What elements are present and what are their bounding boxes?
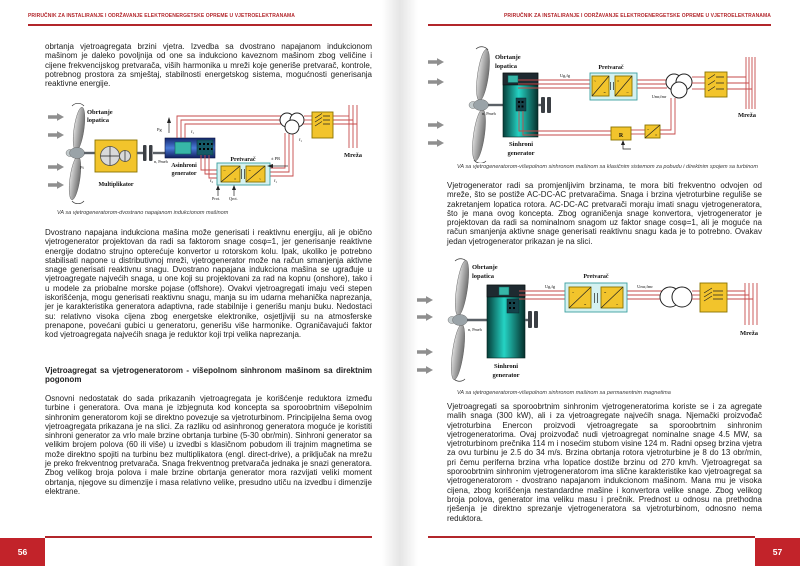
label-blade-rotation-1: Obrtanje — [472, 264, 498, 271]
transformer-icon — [666, 74, 692, 98]
label-converter: Pretvarač — [230, 157, 256, 163]
section-heading: Vjetroagregat sa vjetrogeneratorom - višepolnom sinhronom mašinom sa direktnim pogonom — [45, 366, 372, 385]
label-grid: Mreža — [740, 330, 758, 337]
label-resistor: R — [618, 133, 624, 139]
dc-symbol: = — [234, 176, 237, 182]
figure-caption-sync-excitation: VA sa vjetrogeneratorom-višepolnom sinhronom mašinom sa klasičnim sistemom za pobudu i direktnim spojem sa turbinom — [457, 164, 758, 170]
paragraph-left-2: Dvostrano napajana indukciona mašina može generisati i reaktivnu energiju, ali je obično vjetrogenerator projektovan da radi sa faktorom snage cosφ=1, jer generisanje reaktivne energije dodatno strujno opterećuje konvertor u rotorskom kolu. Ipak, ukoliko je potrebno stabilisati napone u distributivnoj mreži, vjetrogenerator može na račun smanjenja aktivne snage generisati reaktivnu snagu. Dvostrano napajana indukciona mašina se ugrađuje u vjetroagregate najvećih snaga, u one koji su projektovani za rad na kopnu (onshore), tako i u modele za priobalne morske pojase (offshore). Ovakvi vjetroagregati imaju veći stepen iskorišćenja, mogu generisati reaktivnu snagu, manja su im udarna mehanička naprezanja, jer je karakteristika generatora adaptivna, rade stabilnije i generišu manju buku. Nedostaci su: relativno visoka cijena zbog energetske elektronike, osjetljiviji su na atmosferske prenapone, povećani gubici u generatoru, generišu više harmonike. Ograničavajući faktor kod vjetroagregata najvećih snaga je reduktor koji trpi velika naprezanja. — [45, 228, 372, 340]
label-prot: Prot. — [212, 196, 221, 201]
ac-symbol: ~ — [572, 290, 575, 295]
label-umr-fmr: Umr,fmr — [651, 94, 667, 99]
ac-symbol: ~ — [616, 302, 619, 307]
page-number-right: 57 — [755, 538, 800, 566]
label-f2: f₂ — [210, 178, 214, 183]
converter-box-icon — [565, 283, 627, 312]
shaft-coupling-icon — [528, 311, 538, 328]
label-n-pmeh: n, Pmeh — [482, 111, 496, 116]
sync-generator-icon — [503, 73, 538, 137]
shaft-coupling-icon — [541, 97, 551, 113]
turbine-rotor-icon — [66, 103, 87, 203]
running-header-right: PRIRUČNIK ZA INSTALIRANJE I ODRŽAVANJE ELEKTROENERGETSKE OPREME U VJETROELEKTRANAMA — [503, 13, 771, 19]
label-blade-rotation-2: lopatica — [87, 117, 110, 124]
label-generator-2: generator — [507, 150, 535, 157]
paragraph-right-2: Vjetroagregati sa sporoobrtnim sinhronim vjetrogeneratorima koriste se i za agregate malih snaga (300 kW), ali i za vjetroagregate najvećih snaga. Njemački proizvođač vjetroturbina Enercon proizvodi vjetroagregate sa sporoobrtnim sinhronim vjetrogeneratorima. Ovaj proizvođač nudi vjetroagregat nominalne snage 4.5 MW, sa vjetroturbinom prečnika 114 m i nosećim stubom visine 124 m. Radni opseg brzina vjetra za ovu turbinu je 2.5 do 34 m/s. Brzina obrtanja rotora vjetroturbine je 8 do 13 obr/min, pri čemu periferna brzina vrha lopatice dostiže brzinu od 270 km/h. Vjetroagregat sa sporoobrtnim sinhronim vjetrogeneratorom ima slične karakteristike kao vjetroagregat sa vjetrogeneratorom - dvostrano napajanom indukcionom mašinom. Mana mu je visoka cijena, zbog korišćenja nestandardne mašine i konvertora velike snage. Zbog velikog broja polova, generator ima veliku masu i prečnik. Prednost u odnosu na prethodna rješenja je direktno sprezanje vjetrogeneratora sa vjetroturbinom, odnosno nema reduktora. — [447, 402, 762, 523]
header-rule-right — [428, 24, 771, 26]
running-header-left: PRIRUČNIK ZA INSTALIRANJE I ODRŽAVANJE ELEKTROENERGETSKE OPREME U VJETROELEKTRANAMA — [28, 13, 296, 19]
label-converter: Pretvarač — [583, 274, 609, 280]
dc-symbol: = — [584, 302, 587, 307]
label-pr: ± PR — [271, 156, 281, 161]
gearbox-icon — [95, 140, 137, 172]
figure-sync-excitation — [415, 45, 775, 163]
breaker-box-icon — [700, 283, 727, 312]
label-converter: Pretvarač — [598, 65, 624, 71]
paragraph-left-1: obrtanja vjetroagregata brzini vjetra. Izvedba sa dvostrano napajanom indukcionom mašinom je daleko povoljnija od one sa indukciono kaveznom mašinom zbog veličine i cijene frekvencijskog pretvarača, viših harmonika u mreži koje generiše pretvarač, kontrole, potrebnog prostora za smještaj, stabilnosti energetskog sistema, mogućnosti generisanja reaktivne energije. — [45, 42, 372, 89]
ac-symbol: ~ — [647, 127, 650, 132]
label-blade-rotation-2: lopatica — [472, 273, 495, 280]
figure-caption-dfig: VA sa vjetrogeneratorom-dvostrano napajanom indukcionom mašinom — [57, 210, 229, 216]
figure-caption-sync-pm: VA sa vjetrogeneratorom-višepolnom sinhronom mašinom sa permanentnim magnetima — [457, 390, 671, 396]
label-generator-1: Sinhroni — [508, 141, 534, 148]
grid-bus-icon — [745, 283, 757, 325]
figure-dfig — [45, 100, 375, 206]
dc-symbol: = — [248, 168, 251, 173]
page-number-left: 56 — [0, 538, 45, 566]
label-n-pmeh: n, Pmeh — [468, 327, 482, 332]
header-rule-left — [28, 24, 372, 26]
dc-symbol: = — [617, 78, 620, 84]
dc-symbol: = — [603, 90, 606, 95]
label-pt: Pt — [80, 165, 84, 170]
transformer-icon — [660, 287, 692, 307]
breaker-box-icon — [312, 112, 333, 138]
dc-symbol: = — [604, 290, 607, 295]
ac-symbol: ~ — [259, 176, 262, 182]
footer-rule-right — [428, 536, 755, 538]
label-ug-fg: Ug,fg — [559, 73, 571, 78]
pg-arrow-icon — [167, 117, 171, 133]
dc-symbol: = — [655, 132, 658, 138]
wind-arrows-icon — [48, 113, 64, 189]
label-f1-transformer: f₁ — [299, 137, 303, 142]
label-qrot: Qrot. — [229, 196, 238, 201]
label-f1-top: f₁ — [191, 129, 195, 134]
label-blade-rotation-1: Obrtanje — [495, 54, 521, 61]
label-generator-1: Asinhroni — [171, 163, 197, 169]
grid-bus-icon — [349, 105, 357, 148]
converter-box-icon — [590, 73, 637, 100]
converter-box-icon — [217, 163, 270, 185]
label-pg: Pg — [157, 127, 162, 132]
breaker-box-icon — [705, 72, 727, 97]
induction-generator-icon — [165, 138, 215, 158]
figure-sync-pm — [415, 255, 775, 387]
label-n-pmeh: n, Pmeh — [154, 159, 168, 164]
prot-qrot-arrows-icon — [216, 185, 236, 196]
label-ug-fg: Ug,fg — [544, 284, 556, 289]
label-blade-rotation-2: lopatica — [495, 63, 518, 70]
ac-symbol: ~ — [626, 90, 629, 95]
resistor-control-arrow-icon — [621, 140, 631, 149]
label-generator-1: Sinhroni — [493, 363, 519, 370]
page-spine-shadow — [382, 0, 418, 566]
ac-symbol: ~ — [223, 168, 226, 173]
sync-generator-icon — [487, 285, 525, 358]
transformer-icon — [280, 113, 304, 134]
label-grid: Mreža — [344, 152, 362, 159]
label-generator-2: generator — [492, 372, 520, 379]
paragraph-right-1: Vjetrogenerator radi sa promjenljivim brzinama, te mora biti frekventno odvojen od mreže, što se postiže AC-DC-AC pretvaračima. Snaga i brzina vjetroturbine reguliše se zakretanjem lopatica rotora. AC-DC-AC pretvarači moraju imati snagu vjetrogeneratora, što je mana ovog koncepta. Zbog ograničenja snage konvertora, vjetrogenerator je projektovan da radi sa nominalnom snagom uz faktor snage cosφ=1, ali je moguće na račun smanjenja aktivne snage generisati reaktivnu snagu kada je to potrebno. Ovakav jedan vjetrogenerator prikazan je na slici. — [447, 181, 762, 246]
stator-wires — [177, 116, 285, 138]
wind-arrows-icon — [417, 296, 433, 374]
label-gearbox: Multiplikator — [98, 182, 134, 188]
footer-rule-left — [45, 536, 372, 538]
label-umr-fmr: Umr,fmr — [637, 284, 653, 289]
label-generator-2: generator — [171, 171, 197, 177]
ac-symbol: ~ — [594, 78, 597, 84]
label-grid: Mreža — [738, 112, 756, 119]
label-blade-rotation-1: Obrtanje — [87, 109, 113, 116]
wind-arrows-icon — [428, 58, 444, 147]
shaft-coupling-icon — [143, 145, 153, 161]
paragraph-left-3: Osnovni nedostatak do sada prikazanih vjetroagregata je korišćenje reduktora između turbine i generatora. Ova mana je izbjegnuta kod koncepta sa sporoobrtnim višepolnim sinhronim generatorom koji se direktno povezuje sa vjetroturbinom. Principijelna šema ovog vjetroagregata prikazana je na slici. Za razliku od asinhronog generatora moguće je koristiti sinhroni generator za vrlo male brzine obrtanja turbine (5-30 obr/min). Sinhroni generator sa velikim brojem polova (60 ili više) u izvedbi s klasičnom pobudom ili trajnim magnetima se može direktno spojiti na turbinu bez multiplikatora (engl. direct-drive), a priključak na mrežu je preko frekventnog pretvarača. Snaga frekventnog pretvarača jednaka je snazi generatora. Zbog velikog broja polova i male brzine obrtanja generator mora razvijati veliki moment obrtanja, njegove su dimenzije i masa relativno velike, presudno utiču na izvedbu i dimenzije elektrane. — [45, 394, 372, 496]
label-f1-bottom: f₁ — [274, 178, 278, 183]
